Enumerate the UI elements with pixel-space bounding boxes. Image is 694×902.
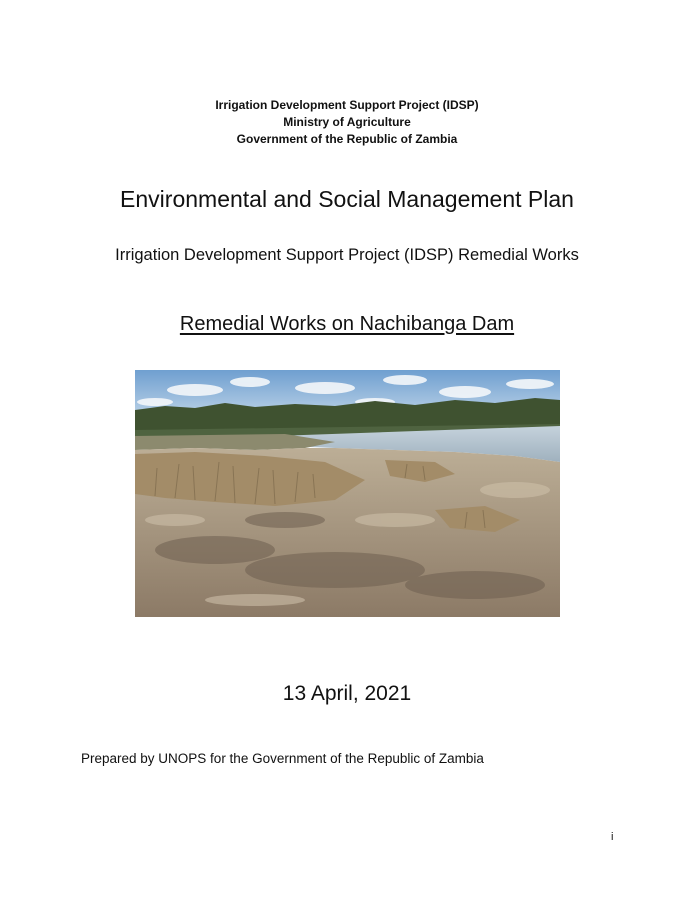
header-block <box>0 97 694 148</box>
document-subtitle: Irrigation Development Support Project (IDSP) Remedial Works <box>115 246 579 264</box>
dam-landscape-photo <box>135 370 560 617</box>
prepared-by-text: Prepared by UNOPS for the Government of the Republic of Zambia <box>81 751 484 766</box>
government-name: Government of the Republic of Zambia <box>236 132 458 146</box>
document-date: 13 April, 2021 <box>282 682 412 705</box>
page-number: i <box>611 831 614 843</box>
ministry-name: Ministry of Agriculture <box>283 115 411 129</box>
project-name: Irrigation Development Support Project (IDSP) <box>215 98 479 112</box>
document-heading-text: Remedial Works on Nachibanga Dam <box>179 313 515 335</box>
document-title: Environmental and Social Management Plan <box>120 186 574 212</box>
document-heading <box>0 313 694 336</box>
